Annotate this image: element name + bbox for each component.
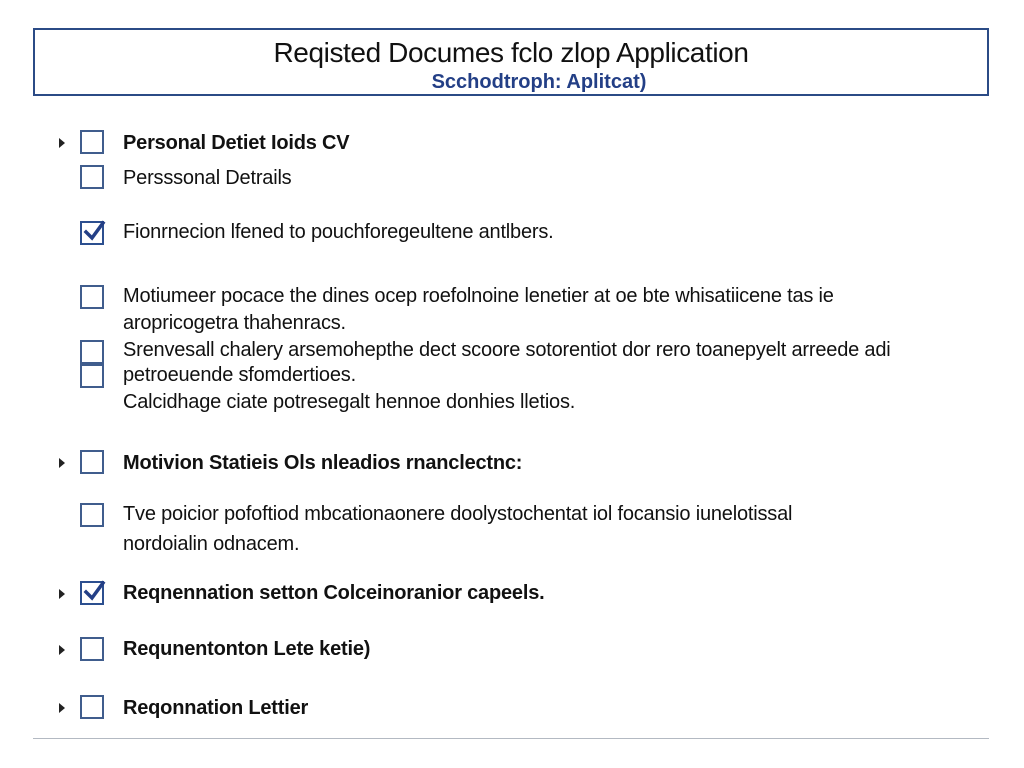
item-label-survey-line-1: Srenvesall chalery arsemohepthe dect scoore sotorentiot dor rero toanepyelt arreede adi	[123, 339, 891, 361]
item-checkbox-survey-upper[interactable]	[80, 340, 104, 364]
section-checkbox-motivation-statement[interactable]	[80, 450, 104, 474]
item-checkbox-cv-note[interactable]	[80, 503, 104, 527]
item-checkbox-survey-lower[interactable]	[80, 364, 104, 388]
expand-caret-icon[interactable]	[59, 138, 65, 148]
section-label-motivation-statement: Motivion Statieis Ols nleadios rnanclectnc:	[123, 452, 523, 474]
item-label-motivation-line-2: aropricogetra thahenracs.	[123, 312, 346, 334]
item-label-motivation-line-1: Motiumeer pocace the dines ocep roefolnoine lenetier at oe bte whisatiicene tas ie	[123, 285, 834, 307]
expand-caret-icon[interactable]	[59, 589, 65, 599]
checkmark-icon	[84, 579, 104, 603]
section-checkbox-personal-details-cv[interactable]	[80, 130, 104, 154]
section-label-recommendation-section: Reqnennation setton Colceinoranior capeels.	[123, 582, 545, 604]
section-label-recommendation-letter: Reqonnation Lettier	[123, 697, 309, 719]
item-label-survey-line-2: petroeuende sfomdertioes.	[123, 364, 356, 386]
section-label-recommendation-letter-kettle: Requnentonton Lete ketie)	[123, 638, 371, 660]
document-title: Reqisted Documes fclo zlop Application	[273, 37, 749, 68]
expand-caret-icon[interactable]	[59, 458, 65, 468]
section-label-personal-details-cv: Personal Detiet Ioids CV	[123, 132, 350, 154]
checkmark-icon	[84, 219, 104, 243]
bottom-divider	[33, 738, 989, 739]
item-label-cv-note-line-1: Tve poicior pofoftiod mbcationaonere doolystochentat iol focansio iunelotissal	[123, 503, 793, 525]
item-label-personal-details: Persssonal Detrails	[123, 167, 292, 189]
item-label-information: Fionrnecion lfened to pouchforegeultene antlbers.	[123, 221, 554, 243]
item-checkbox-personal-details[interactable]	[80, 165, 104, 189]
document-header	[33, 28, 989, 96]
document-subtitle: Scchodtroph: Aplitcat)	[431, 71, 647, 93]
section-checkbox-recommendation-letter-kettle[interactable]	[80, 637, 104, 661]
item-label-cv-note-line-2: nordoialin odnacem.	[123, 533, 300, 555]
expand-caret-icon[interactable]	[59, 645, 65, 655]
item-checkbox-motivation-paragraph[interactable]	[80, 285, 104, 309]
section-checkbox-recommendation-letter[interactable]	[80, 695, 104, 719]
item-checkbox-information-checked[interactable]	[80, 221, 104, 245]
section-checkbox-recommendation-checked[interactable]	[80, 581, 104, 605]
expand-caret-icon[interactable]	[59, 703, 65, 713]
item-label-survey-line-3: Calcidhage ciate potresegalt hennoe donhies lletios.	[123, 391, 576, 413]
